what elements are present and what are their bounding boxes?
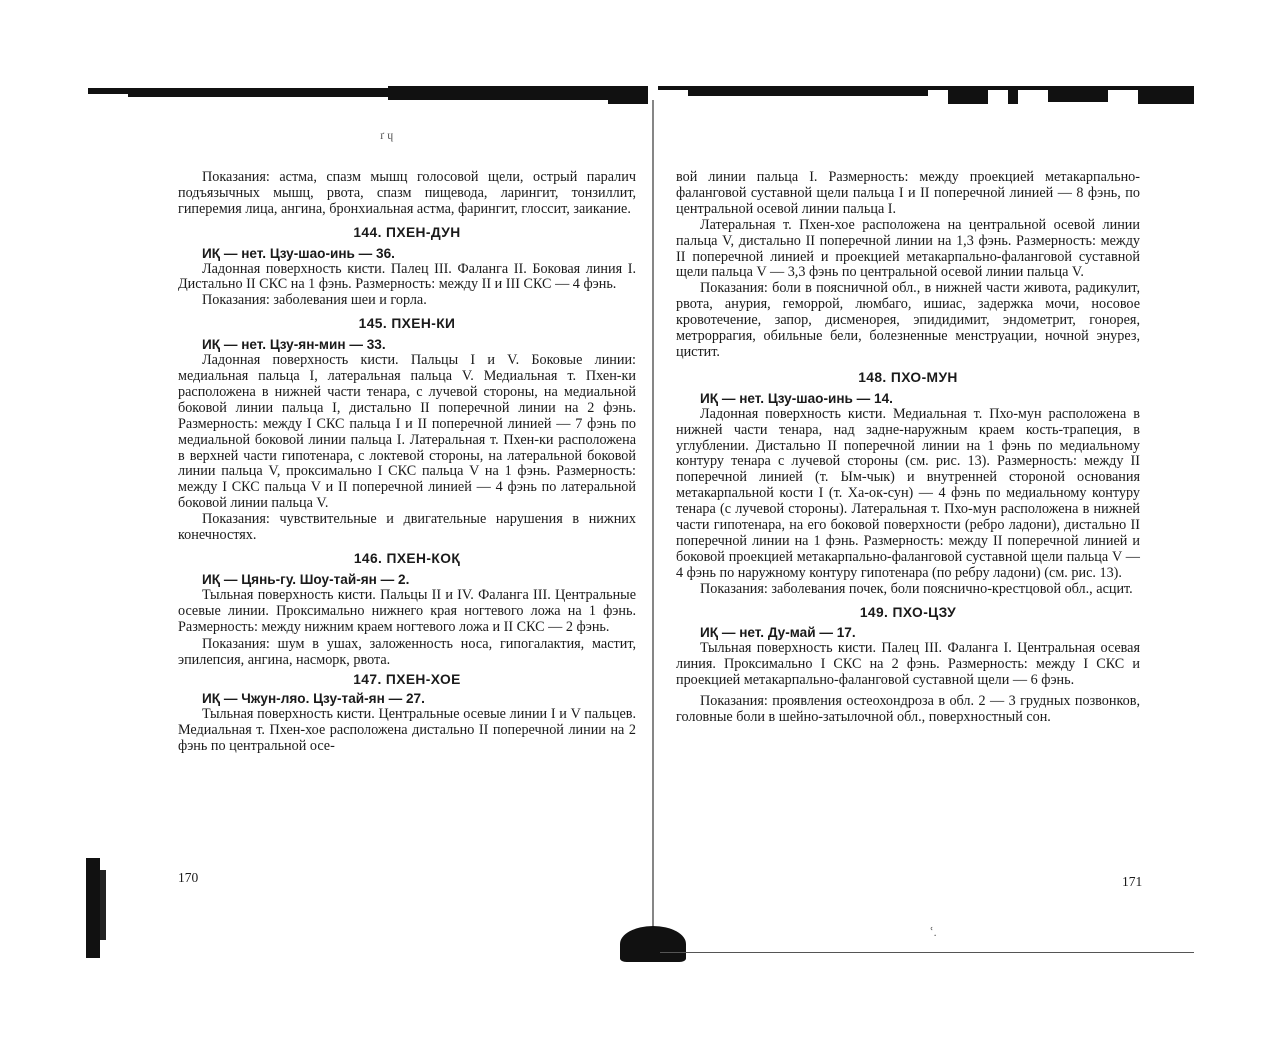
scan-bottom-edge	[660, 952, 1194, 953]
section-ik-line: ИҚ — Чжун-ляо. Цзу-тай-ян — 27.	[202, 691, 425, 707]
section-heading: 146. ПХЕН-КОҚ	[353, 550, 461, 566]
paragraph: Ладонная поверхность кисти. Пальцы I и V. Боковые линии: медиальная пальца I, латеральная пальца V. Медиальная т. Пхен-ки расположена в нижней части тенара, с лучевой стороны, на медиальной боковой линии пальца I, дистально II поперечной линии на 2 фэнь. Размерность: между I СКС пальца I и II поперечной линией — 7 фэнь по медиальной боковой линии пальца I. Латеральная т. Пхен-ки расположена в верхней части гипотенара, с локтевой стороны, на латеральной боковой линии пальца V, проксимально I СКС пальца V на 1 фэнь. Размерность: между I СКС пальца V и II поперечной линией — 4 фэнь по латеральной боковой линии пальца V.	[178, 352, 636, 512]
scan-left-edge	[86, 858, 100, 958]
section-148	[676, 370, 1140, 598]
section-145	[178, 316, 636, 544]
scan-top-edge	[88, 86, 1194, 104]
section-144	[178, 225, 636, 310]
section-ik-line: ИҚ — нет. Цзу-ян-мин — 33.	[202, 337, 386, 353]
paragraph: Показания: проявления остеохондроза в обл. 2 — 3 грудных позвонков, головные боли в шейно-затылочной обл., поверхностный сон.	[676, 693, 1140, 725]
section-ik-line: ИҚ — Цянь-гу. Шоу-тай-ян — 2.	[202, 571, 410, 587]
scan-speck: ՙ.	[930, 925, 937, 939]
section-heading: 148. ПХО-МУН	[858, 369, 958, 385]
section-ik-line: ИҚ — нет. Цзу-шао-инь — 36.	[202, 245, 395, 261]
right-page	[676, 170, 1140, 726]
paragraph: Ладонная поверхность кисти. Палец III. Фаланга II. Боковая линия I. Дистально II СКС на 1 фэнь. Размерность: между II и III СКС — 4 фэнь.	[178, 260, 636, 293]
page-number: 170	[178, 870, 199, 885]
section-149	[676, 605, 1140, 726]
paragraph: Показания: боли в поясничной обл., в нижней части живота, радикулит, рвота, анурия, геморрой, люмбаго, ишиас, задержка мочи, носовое кровотечение, запор, дисменорея, эпидидимит, эндометрит, гонорея, метроррагия, обильные бели, болезненные менструации, ночной энурез, цистит.	[676, 280, 1140, 360]
paragraph: Показания: заболевания шеи и горла.	[202, 292, 427, 309]
left-page	[178, 170, 636, 755]
scan-speck: ґ ɥ	[380, 128, 394, 142]
section-ik-line: ИҚ — нет. Цзу-шао-инь — 14.	[700, 390, 893, 406]
page-number: 171	[1122, 874, 1143, 889]
paragraph: Латеральная т. Пхен-хое расположена на центральной осевой линии пальца V, дистально II поперечной линии на 1,3 фэнь. Размерность: между II поперечной линией и проекцией метакарпально-фаланговой суставной щели пальца V — 3,3 фэнь по центральной осевой линии пальца V.	[676, 216, 1140, 281]
section-ik-line: ИҚ — нет. Ду-май — 17.	[700, 625, 856, 641]
paragraph: Показания: астма, спазм мышц голосовой щели, острый паралич подъязычных мышц, рвота, спазм пищевода, ларингит, тонзиллит, гиперемия лица, ангина, бронхиальная астма, фарингит, глоссит, заикание.	[178, 169, 636, 217]
section-147	[178, 672, 636, 755]
paragraph: Показания: заболевания почек, боли пояснично-крестцовой обл., асцит.	[700, 580, 1133, 597]
paragraph: Тыльная поверхность кисти. Пальцы II и IV. Фаланга III. Центральные осевые линии. Проксимально нижнего края ногтевого ложа на 1 фэнь. Размерность: между нижним краем ногтевого ложа и II СКС — 2 фэнь.	[178, 586, 636, 635]
paragraph: Ладонная поверхность кисти. Медиальная т. Пхо-мун расположена в нижней части тенара, над задне-наружным краем кость-трапеция, в углублении. Дистально II поперечной линии на 1 фэнь по медиальному контуру тенара с лучевой стороны (см. рис. 13). Размерность: между II поперечной линией (т. Ым-чык) и внутренней стороной основания метакарпальной кости I (т. Ха-ок-сун) — 4 фэнь по медиальному контуру тенара (с лучевой стороны). Латеральная т. Пхо-мун расположена в нижней части гипотенара, на его боковой поверхности (ребро ладони), дистально II поперечной линии на 1 фэнь. Размерность: между II поперечной линией и боковой проекцией метакарпально-фаланговой суставной щели пальца V — 4 фэнь по наружному контуру гипотенара (по ребру ладони) (см. рис. 13).	[676, 405, 1140, 581]
paragraph: Тыльная поверхность кисти. Центральные осевые линии I и V пальцев. Медиальная т. Пхен-хое расположена дистально II поперечной линии на 2 фэнь по центральной осе-	[178, 706, 636, 754]
book-gutter	[646, 100, 660, 950]
paragraph: Показания: шум в ушах, заложенность носа, гипогалактия, мастит, эпилепсия, ангина, насморк, рвота.	[178, 636, 636, 669]
scan-left-edge-shadow	[100, 870, 106, 940]
paragraph: вой линии пальца I. Размерность: между проекцией метакарпально-фаланговой суставной щели пальца I и II поперечной линией — 8 фэнь, по центральной осевой линии пальца I.	[676, 169, 1140, 217]
section-heading: 149. ПХО-ЦЗУ	[859, 604, 957, 620]
section-heading: 147. ПХЕН-ХОЕ	[353, 672, 461, 688]
paragraph: Показания: чувствительные и двигательные нарушения в нижних конечностях.	[178, 511, 636, 544]
paragraph: Тыльная поверхность кисти. Палец III. Фаланга I. Центральная осевая линия. Проксимально I СКС на 2 фэнь. Размерность: между I СКС и проекцией метакарпально-фаланговой суставной щели — 6 фэнь.	[676, 640, 1140, 689]
section-heading: 144. ПХЕН-ДУН	[353, 224, 461, 240]
section-heading: 145. ПХЕН-КИ	[358, 316, 456, 332]
section-146	[178, 551, 636, 669]
